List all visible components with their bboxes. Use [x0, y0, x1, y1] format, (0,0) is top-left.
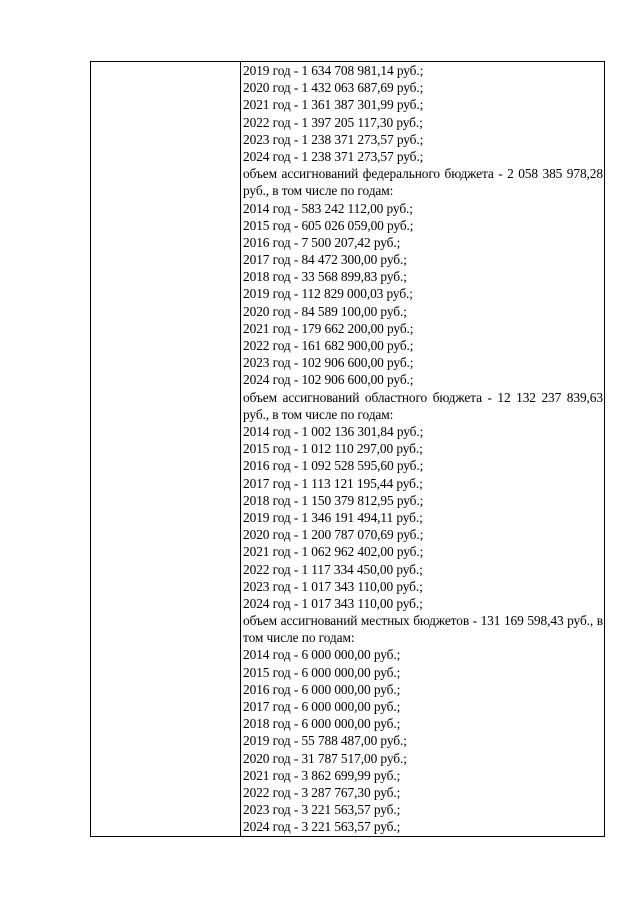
funding-source-heading: объем ассигнований областного бюджета - 12 132 237 839,63 руб., в том числе по годам: — [243, 389, 603, 422]
year-amount-line: 2015 год - 605 026 059,00 руб.; — [243, 217, 414, 233]
year-amount-line: 2020 год - 31 787 517,00 руб.; — [243, 750, 407, 766]
year-amount-line: 2018 год - 6 000 000,00 руб.; — [243, 716, 401, 732]
year-amount-line: 2020 год - 84 589 100,00 руб.; — [243, 303, 407, 319]
year-amount-line: 2024 год - 102 906 600,00 руб.; — [243, 372, 414, 388]
year-amount-line: 2019 год - 112 829 000,03 руб.; — [243, 286, 413, 302]
year-amount-line: 2022 год - 161 682 900,00 руб.; — [243, 338, 414, 354]
year-amount-line: 2015 год - 1 012 110 297,00 руб.; — [243, 441, 423, 457]
year-amount-line: 2018 год - 33 568 899,83 руб.; — [243, 269, 407, 285]
year-amount-line: 2020 год - 1 200 787 070,69 руб.; — [243, 527, 424, 543]
year-amount-line: 2019 год - 1 634 708 981,14 руб.; — [243, 63, 424, 78]
year-amount-line: 2023 год - 3 221 563,57 руб.; — [243, 802, 401, 818]
year-amount-line: 2017 год - 6 000 000,00 руб.; — [243, 699, 401, 715]
year-amount-line: 2024 год - 1 017 343 110,00 руб.; — [243, 595, 423, 611]
year-amount-line: 2024 год - 3 221 563,57 руб.; — [243, 819, 401, 835]
year-amount-line: 2015 год - 6 000 000,00 руб.; — [243, 664, 401, 680]
year-amount-line: 2014 год - 6 000 000,00 руб.; — [243, 647, 401, 663]
funding-source-heading: объем ассигнований местных бюджетов - 131 169 598,43 руб., в том числе по годам: — [243, 613, 603, 646]
budget-table — [90, 61, 605, 837]
year-amount-line: 2014 год - 1 002 136 301,84 руб.; — [243, 424, 424, 439]
table-left-cell — [91, 62, 241, 836]
year-amount-line: 2016 год - 7 500 207,42 руб.; — [243, 234, 401, 250]
year-amount-line: 2021 год - 3 862 699,99 руб.; — [243, 767, 401, 783]
year-amount-line: 2016 год - 6 000 000,00 руб.; — [243, 681, 401, 697]
year-amount-line: 2019 год - 55 788 487,00 руб.; — [243, 733, 407, 749]
year-amount-line: 2022 год - 1 117 334 450,00 руб.; — [243, 561, 423, 577]
funding-source-heading: объем ассигнований федерального бюджета - 2 058 385 978,28 руб., в том числе по годам: — [243, 166, 603, 199]
year-amount-line: 2020 год - 1 432 063 687,69 руб.; — [243, 80, 424, 96]
year-amount-line: 2023 год - 1 017 343 110,00 руб.; — [243, 578, 423, 594]
year-amount-line: 2024 год - 1 238 371 273,57 руб.; — [243, 148, 424, 164]
year-amount-line: 2017 год - 84 472 300,00 руб.; — [243, 252, 407, 268]
year-amount-line: 2018 год - 1 150 379 812,95 руб.; — [243, 492, 424, 508]
year-amount-line: 2017 год - 1 113 121 195,44 руб.; — [243, 475, 423, 491]
year-amount-line: 2021 год - 179 662 200,00 руб.; — [243, 320, 414, 336]
year-amount-line: 2021 год - 1 062 962 402,00 руб.; — [243, 544, 424, 560]
table-right-cell — [241, 62, 604, 836]
year-amount-line: 2023 год - 102 906 600,00 руб.; — [243, 355, 414, 371]
year-amount-line: 2014 год - 583 242 112,00 руб.; — [243, 200, 413, 216]
year-amount-line: 2021 год - 1 361 387 301,99 руб.; — [243, 97, 424, 113]
year-amount-line: 2023 год - 1 238 371 273,57 руб.; — [243, 131, 424, 147]
year-amount-line: 2022 год - 3 287 767,30 руб.; — [243, 784, 401, 800]
year-amount-line: 2022 год - 1 397 205 117,30 руб.; — [243, 114, 423, 130]
year-amount-line: 2019 год - 1 346 191 494,11 руб.; — [243, 509, 423, 525]
year-amount-line: 2016 год - 1 092 528 595,60 руб.; — [243, 458, 424, 474]
